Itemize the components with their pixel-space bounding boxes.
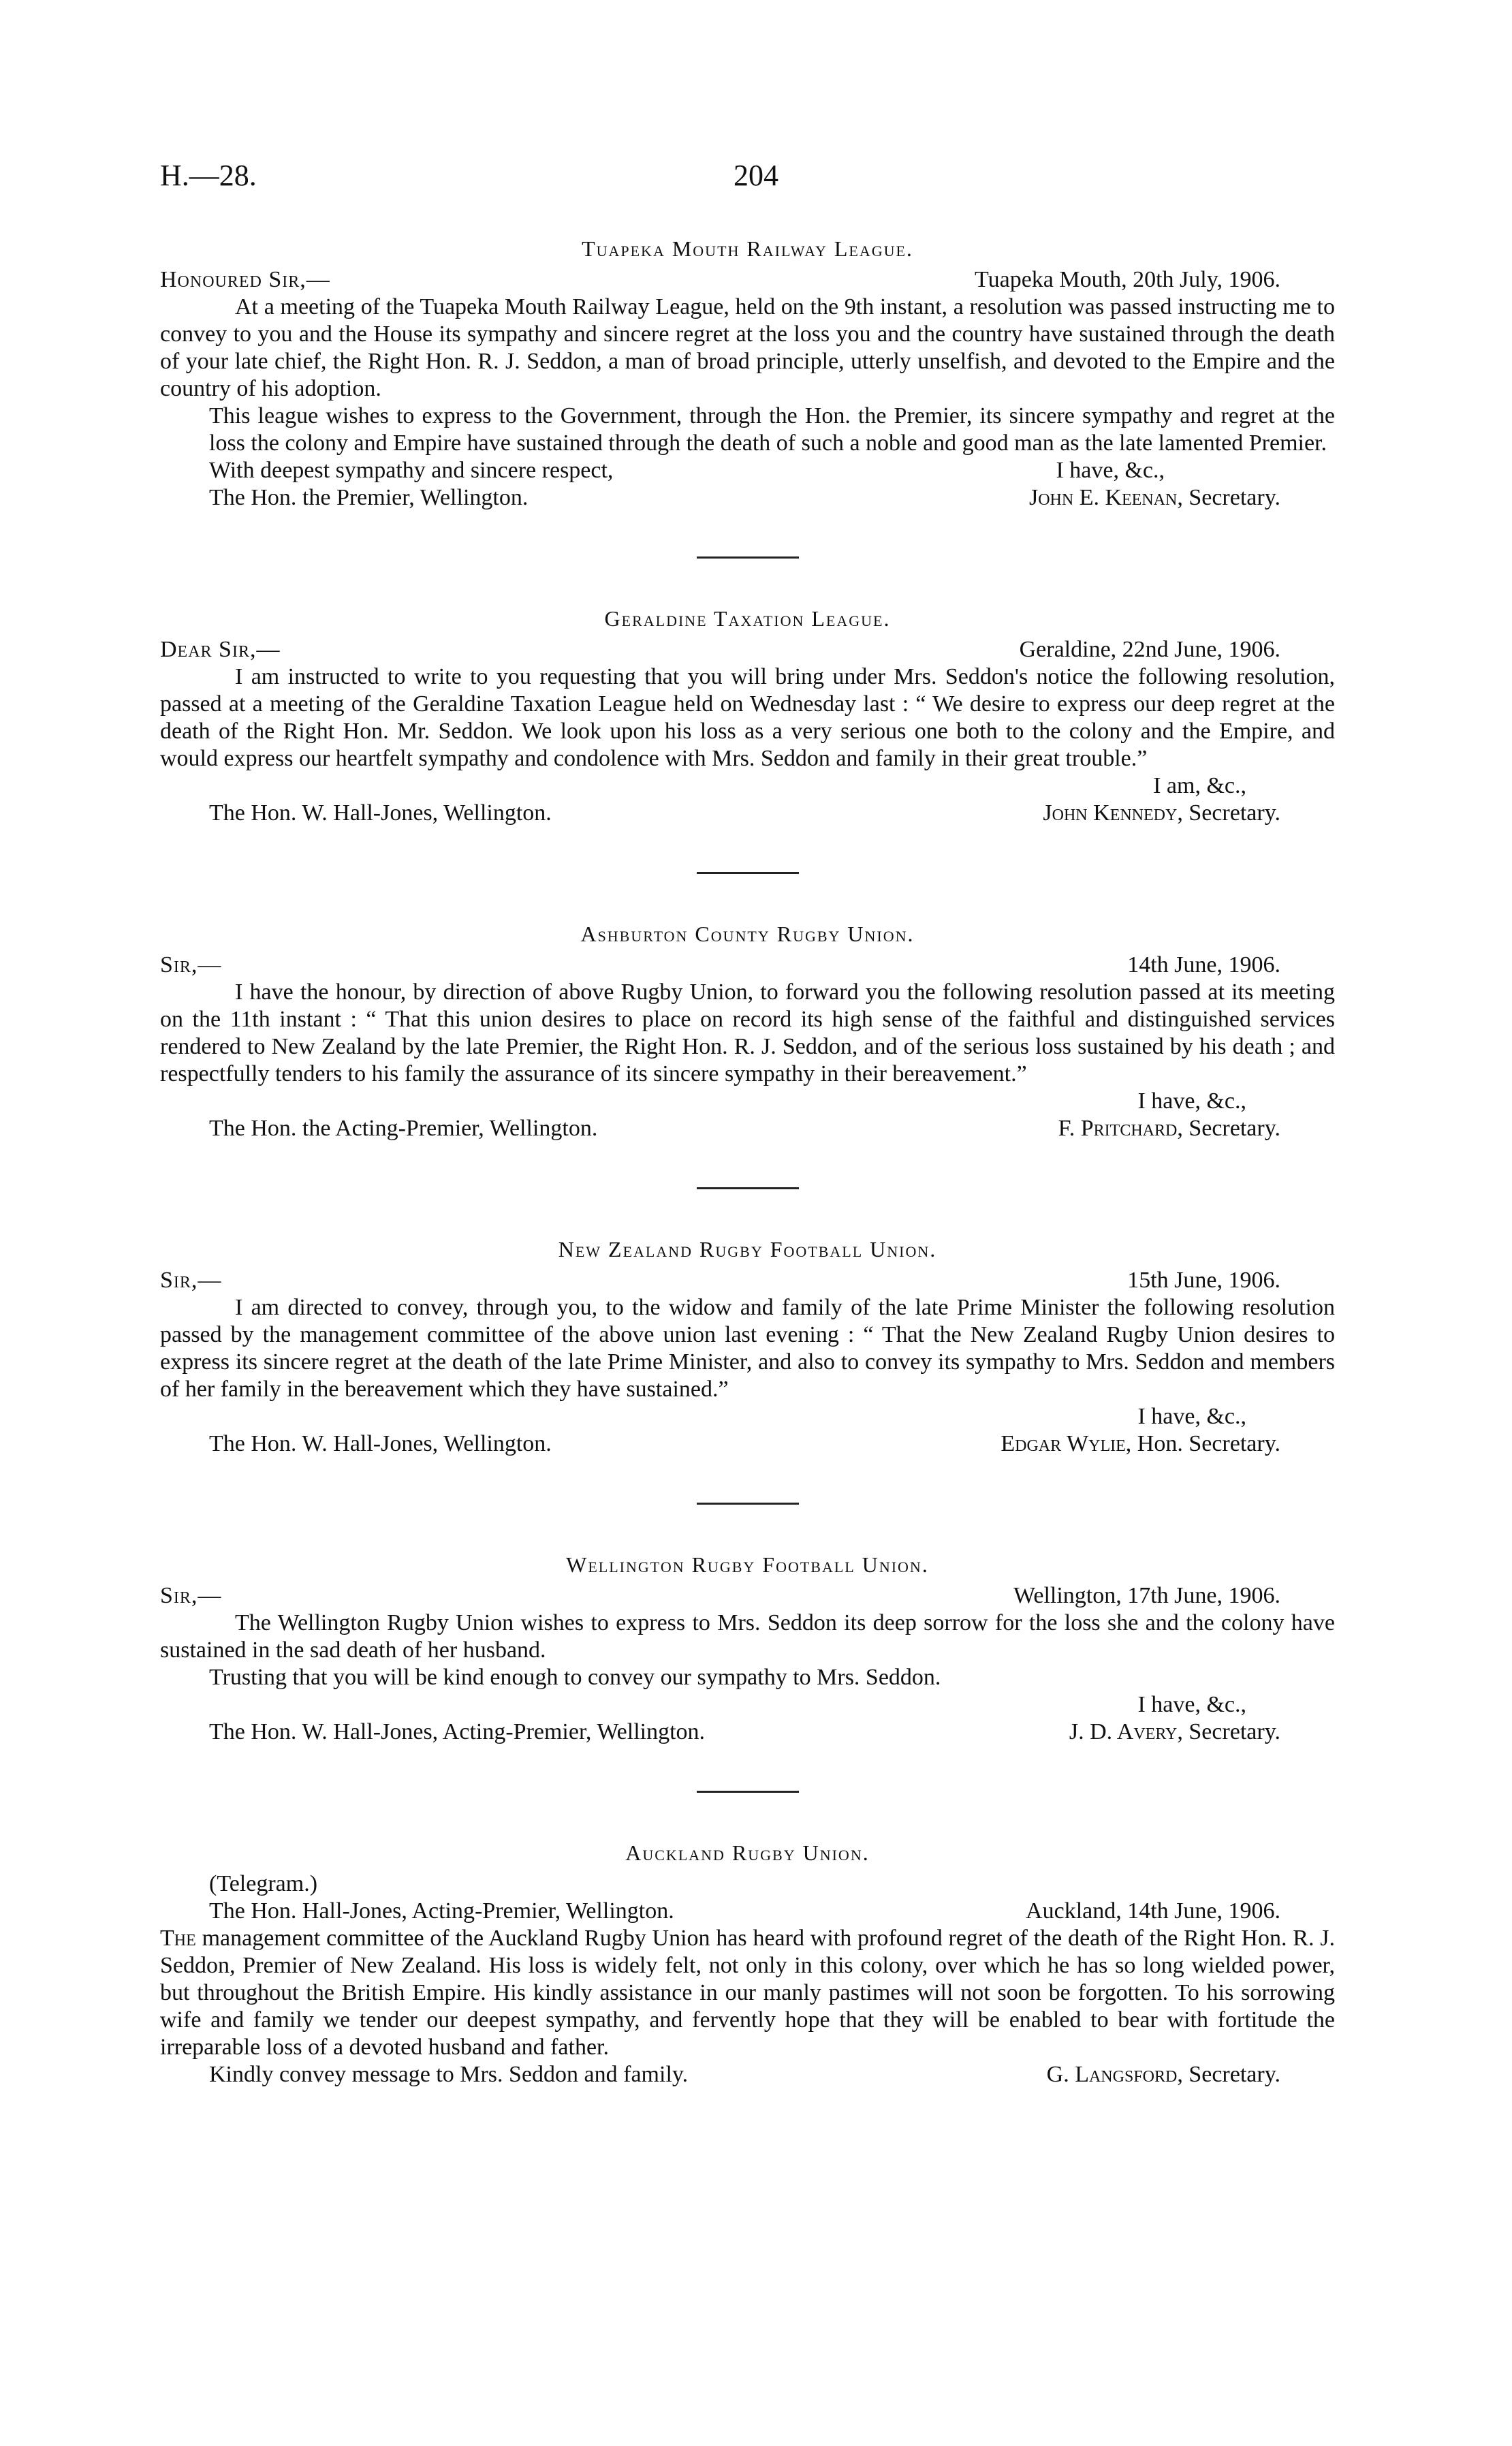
section-divider (697, 1791, 799, 1793)
paragraph-text: This league wishes to express to the Government, through the Hon. the Premier, its sincere sympathy and regret at the loss the colony and Empire have sustained through the death of such a noble and good man as the late lamented Premier. (209, 403, 1335, 456)
salutation: Sir,— (160, 1268, 222, 1293)
section-divider (697, 1187, 799, 1189)
section-divider (697, 556, 799, 559)
signature-name: J. D. Avery, (1069, 1719, 1183, 1744)
salutation: Sir,— (160, 1583, 222, 1608)
place-date: Auckland, 14th June, 1906. (1026, 1898, 1280, 1924)
telegram-body (160, 1925, 1335, 2061)
closing-right: I have, &c., (1137, 1692, 1246, 1717)
signature-row (160, 2061, 1335, 2088)
signature-name: F. Pritchard, (1058, 1116, 1183, 1141)
salutation-row (160, 1267, 1335, 1294)
signature-title: Secretary. (1188, 1116, 1280, 1141)
signature-row (160, 1115, 1335, 1142)
document-reference: H.—28. (160, 159, 257, 192)
signature-row (160, 1719, 1335, 1746)
section-divider (697, 1503, 799, 1505)
place-date: Wellington, 17th June, 1906. (1013, 1583, 1280, 1608)
addressee: The Hon. W. Hall-Jones, Wellington. (209, 1431, 552, 1456)
signature (1001, 1430, 1280, 1458)
signature-row (160, 484, 1335, 512)
place-date: 14th June, 1906. (1127, 952, 1280, 977)
salutation-row (160, 266, 1335, 294)
paragraph: The Wellington Rugby Union wishes to express to Mrs. Seddon its deep sorrow for the loss she and the colony have sustained in the sad death of her husband. (160, 1610, 1335, 1663)
paragraph: Trusting that you will be kind enough to convey our sympathy to Mrs. Seddon. (209, 1665, 941, 1690)
paragraph: I am directed to convey, through you, to the widow and family of the late Prime Minister the following resolution passed by the management committee of the above union last evening : “ That the New Zealand Rugby Union desires to express its sincere regret at the death of the late Prime Minister, and also to convey its sympathy to Mrs. Seddon and members of her family in the bereavement which they have sustained.” (160, 1295, 1335, 1402)
signature (1069, 1719, 1280, 1746)
body-lead: The (160, 1926, 196, 1951)
closing-row (160, 457, 1335, 484)
salutation: Dear Sir,— (160, 637, 281, 662)
closing-left: With deepest sympathy and sincere respect, (209, 458, 614, 483)
signature-name: John E. Keenan, (1028, 485, 1183, 510)
letter-ashburton (160, 920, 1335, 1142)
signature-name: John Kennedy, (1043, 800, 1183, 826)
place-date: Geraldine, 22nd June, 1906. (1019, 637, 1280, 662)
document-body (160, 235, 1335, 2088)
salutation-row (160, 636, 1335, 663)
signature-row (160, 800, 1335, 827)
letter-tuapeka (160, 235, 1335, 512)
letter-nz-rugby (160, 1236, 1335, 1458)
signature-title: Hon. Secretary. (1137, 1431, 1280, 1456)
page-number: 204 (734, 159, 778, 192)
letter-title: Auckland Rugby Union. (625, 1840, 870, 1865)
telegram-label: (Telegram.) (209, 1871, 318, 1896)
closing-right: I have, &c., (1056, 458, 1165, 483)
closing-right: I have, &c., (1137, 1404, 1246, 1429)
salutation-row (160, 952, 1335, 979)
place-date: Tuapeka Mouth, 20th July, 1906. (975, 267, 1280, 292)
letter-title: Geraldine Taxation League. (604, 606, 891, 631)
signature (1047, 2061, 1280, 2088)
signature-name: Edgar Wylie, (1001, 1431, 1132, 1456)
signature-title: Secretary. (1188, 1719, 1280, 1744)
addressee: The Hon. the Acting-Premier, Wellington. (209, 1116, 598, 1141)
signature-row (160, 1430, 1335, 1458)
closing-left: Kindly convey message to Mrs. Seddon and family. (209, 2062, 689, 2087)
letter-wellington-rugby (160, 1551, 1335, 1746)
letter-title: Wellington Rugby Football Union. (566, 1552, 929, 1577)
signature (1058, 1115, 1280, 1142)
salutation-row (160, 1582, 1335, 1610)
addressee: The Hon. the Premier, Wellington. (209, 485, 529, 510)
addressee-row (160, 1898, 1335, 1925)
paragraph: I have the honour, by direction of above Rugby Union, to forward you the following resolution passed at its meeting on the 11th instant : “ That this union desires to place on record its high sense of the faithful and distinguished services rendered to New Zealand by the late Premier, the Right Hon. R. J. Seddon, and of the serious loss sustained by his death ; and respectfully tenders to his family the assurance of its sincere sympathy in their bereavement.” (160, 979, 1335, 1086)
letter-geraldine (160, 605, 1335, 827)
paragraph: I am instructed to write to you requesting that you will bring under Mrs. Seddon's notice the following resolution, passed at a meeting of the Geraldine Taxation League held on Wednesday last : “ We desire to express our deep regret at the death of the Right Hon. Mr. Seddon. We look upon his loss as a very serious one both to the colony and the Empire, and would express our heartfelt sympathy and condolence with Mrs. Seddon and family in their great trouble.” (160, 664, 1335, 771)
closing-right: I have, &c., (1137, 1088, 1246, 1114)
letter-auckland-rugby (160, 1839, 1335, 2088)
body-text: management committee of the Auckland Rugby Union has heard with profound regret of the death of the Right Hon. R. J. Seddon, Premier of New Zealand. His loss is widely felt, not only in this colony, over which he has so long wielded power, but throughout the British Empire. His kindly assistance in our manly pastimes will not soon be forgotten. To his sorrowing wife and family we tender our deepest sympathy, and fervently hope that they will be enabled to bear with fortitude the irreparable loss of a devoted husband and father. (160, 1926, 1335, 2060)
addressee: The Hon. W. Hall-Jones, Acting-Premier, Wellington. (209, 1719, 706, 1744)
letter-title: New Zealand Rugby Football Union. (558, 1237, 937, 1261)
signature-name: G. Langsford, (1046, 2062, 1183, 2087)
salutation: Sir,— (160, 952, 222, 977)
signature (1043, 800, 1280, 827)
signature (1029, 484, 1280, 512)
place-date: 15th June, 1906. (1127, 1268, 1280, 1293)
paragraph (160, 403, 1335, 457)
signature-title: Secretary. (1188, 800, 1280, 826)
section-divider (697, 872, 799, 874)
letter-title: Ashburton County Rugby Union. (580, 922, 915, 946)
addressee: The Hon. W. Hall-Jones, Wellington. (209, 800, 552, 826)
closing-right: I am, &c., (1153, 773, 1246, 798)
signature-title: Secretary. (1188, 485, 1280, 510)
letter-title: Tuapeka Mouth Railway League. (582, 236, 913, 261)
salutation: Honoured Sir,— (160, 267, 330, 292)
signature-title: Secretary. (1188, 2062, 1280, 2087)
paragraph: At a meeting of the Tuapeka Mouth Railway League, held on the 9th instant, a resolution was passed instructing me to convey to you and the House its sympathy and sincere regret at the loss you and the country have sustained through the death of your late chief, the Right Hon. R. J. Seddon, a man of broad principle, utterly unselfish, and devoted to the Empire and the country of his adoption. (160, 294, 1335, 401)
addressee: The Hon. Hall-Jones, Acting-Premier, Wellington. (209, 1898, 674, 1924)
